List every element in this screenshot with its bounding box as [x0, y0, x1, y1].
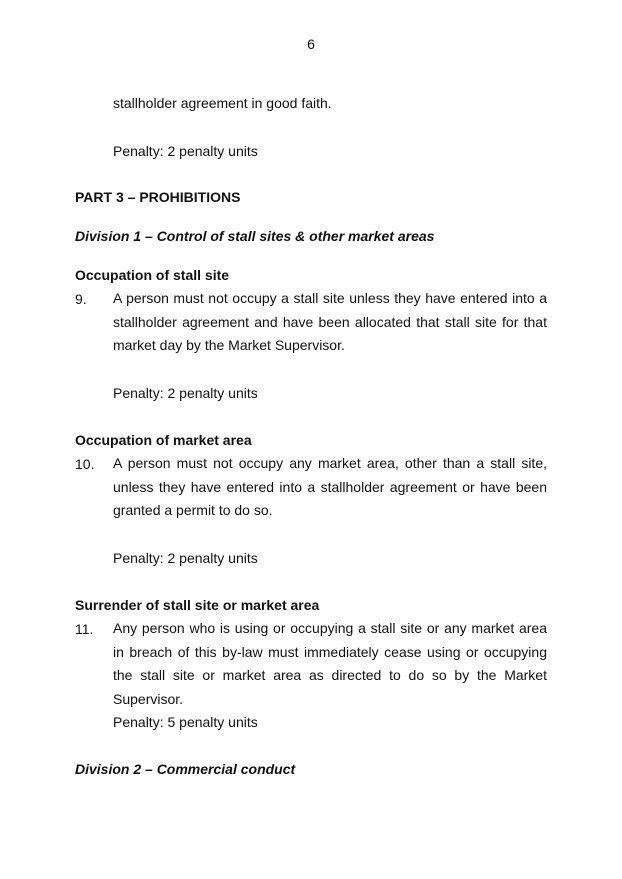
- clause-11-heading: Surrender of stall site or market area: [75, 597, 320, 613]
- clause-10-text: A person must not occupy any market area, other than a stall site, unless they have entered into a stallholder agreement or have been granted a permit to do so.: [113, 455, 547, 518]
- clause-9-heading: Occupation of stall site: [75, 267, 230, 283]
- clause-9-number: 9.: [75, 291, 87, 307]
- clause-10-heading: Occupation of market area: [75, 432, 252, 448]
- continuation-text: stallholder agreement in good faith.: [113, 95, 332, 111]
- clause-11-text: Any person who is using or occupying a stall site or any market area in breach of this by-law must immediately cease using or occupying the stall site or market area as directed to do so by the Market Supervisor.: [113, 620, 547, 707]
- clause-9-text: A person must not occupy a stall site unless they have entered into a stallholder agreement and have been allocated that stall site for that market day by the Market Supervisor.: [113, 290, 547, 353]
- clause-11-penalty: Penalty: 5 penalty units: [113, 714, 258, 730]
- clause-9-penalty: Penalty: 2 penalty units: [113, 385, 258, 401]
- clause-10-number: 10.: [75, 456, 95, 472]
- part-heading: PART 3 – PROHIBITIONS: [75, 189, 241, 205]
- clause-10-penalty: Penalty: 2 penalty units: [113, 550, 258, 566]
- division-1-heading: Division 1 – Control of stall sites & other market areas: [75, 228, 435, 244]
- continuation-penalty: Penalty: 2 penalty units: [113, 143, 258, 159]
- clause-11-number: 11.: [75, 621, 94, 637]
- page-number: 6: [307, 36, 315, 52]
- division-2-heading: Division 2 – Commercial conduct: [75, 761, 296, 777]
